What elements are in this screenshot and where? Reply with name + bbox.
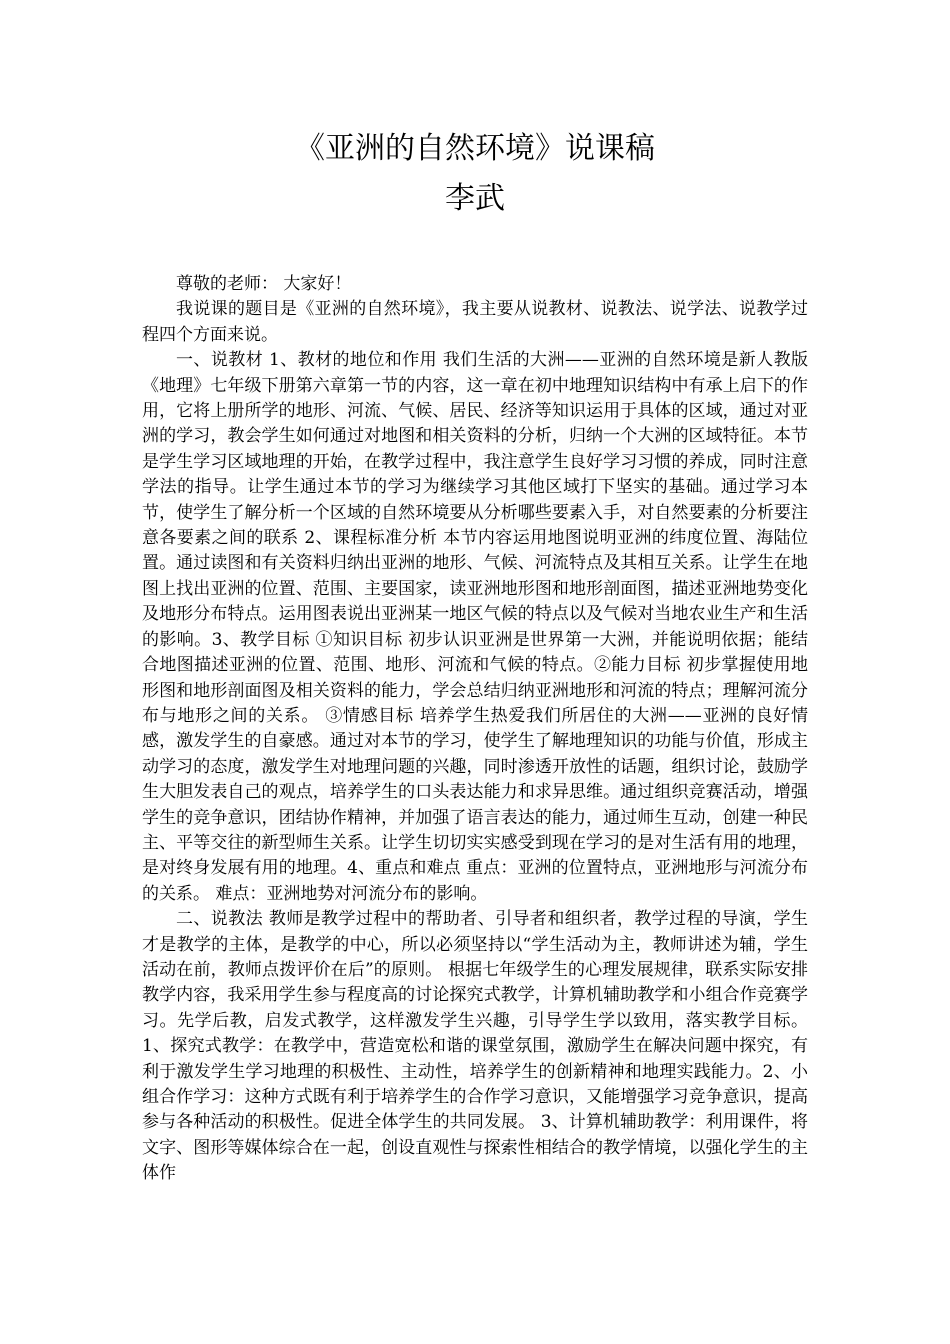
paragraph-teaching-method: 二、说教法 教师是教学过程中的帮助者、引导者和组织者，教学过程的导演，学生才是教学的主体，是教学的中心，所以必须坚持以“学生活动为主，教师讲述为辅，学生活动在前，教师点拨评价在后”的原则。 根据七年级学生的心理发展规律，联系实际安排教学内容，我采用学生参与程度高的讨论探究式教学，计算机辅助教学和小组合作竞赛学习。先学后教，启发式教学，这样激发学生兴趣，引导学生学以致用，落实教学目标。 1、探究式教学：在教学中，营造宽松和谐的课堂氛围，激励学生在解决问题中探究，有利于激发学生学习地理的积极性、主动性，培养学生的创新精神和地理实践能力。2、小组合作学习：这种方式既有利于培养学生的合作学习意识，又能增强学习竞争意识，提高参与各种活动的积极性。促进全体学生的共同发展。 3、计算机辅助教学：利用课件，将文字、图形等媒体综合在一起，创设直观性与探索性相结合的教学情境，以强化学生的主体作: [142, 909, 808, 1184]
document-body: [142, 272, 808, 1187]
paragraph-textbook: 一、说教材 1、教材的地位和作用 我们生活的大洲——亚洲的自然环境是新人教版《地理》七年级下册第六章第一节的内容，这一章在初中地理知识结构中有承上启下的作用，它将上册所学的地形、河流、气候、居民、经济等知识运用于具体的区域，通过对亚洲的学习，教会学生如何通过对地图和相关资料的分析，归纳一个大洲的区域特征。本节是学生学习区域地理的开始，在教学过程中，我注意学生良好学习习惯的养成，同时注意学法的指导。让学生通过本节的学习为继续学习其他区域打下坚实的基础。通过学习本节，使学生了解分析一个区域的自然环境要从分析哪些要素入手，对自然要素的分析要注意各要素之间的联系 2、课程标准分析 本节内容运用地图说明亚洲的纬度位置、海陆位置。通过读图和有关资料归纳出亚洲的地形、气候、河流特点及其相互关系。让学生在地图上找出亚洲的位置、范围、主要国家，读亚洲地形图和地形剖面图，描述亚洲地势变化及地形分布特点。运用图表说出亚洲某一地区气候的特点以及气候对当地农业生产和生活的影响。3、教学目标 ①知识目标 初步认识亚洲是世界第一大洲，并能说明依据；能结合地图描述亚洲的位置、范围、地形、河流和气候的特点。②能力目标 初步掌握使用地形图和地形剖面图及相关资料的能力，学会总结归纳亚洲地形和河流的特点；理解河流分布与地形之间的关系。 ③情感目标 培养学生热爱我们所居住的大洲——亚洲的良好情感，激发学生的自豪感。通过对本节的学习，使学生了解地理知识的功能与价值，形成主动学习的态度，激发学生对地理问题的兴趣，同时渗透开放性的话题，组织讨论，鼓励学生大胆发表自己的观点，培养学生的口头表达能力和求异思维。通过组织竞赛活动，增强学生的竞争意识，团结协作精神，并加强了语言表达的能力，通过师生互动，创建一种民主、平等交往的新型师生关系。让学生切切实实感受到现在学习的是对生活有用的地理，是对终身发展有用的地理。4、重点和难点 重点：亚洲的位置特点，亚洲地形与河流分布的关系。 难点：亚洲地势对河流分布的影响。: [142, 350, 808, 904]
document-author: 李武: [445, 181, 505, 216]
paragraph-greeting: 尊敬的老师： 大家好！: [176, 274, 352, 294]
document-title: 《亚洲的自然环境》说课稿: [295, 131, 655, 166]
paragraph-intro: 我说课的题目是《亚洲的自然环境》，我主要从说教材、说教法、说学法、说教学过程四个方面来说。: [142, 299, 808, 345]
